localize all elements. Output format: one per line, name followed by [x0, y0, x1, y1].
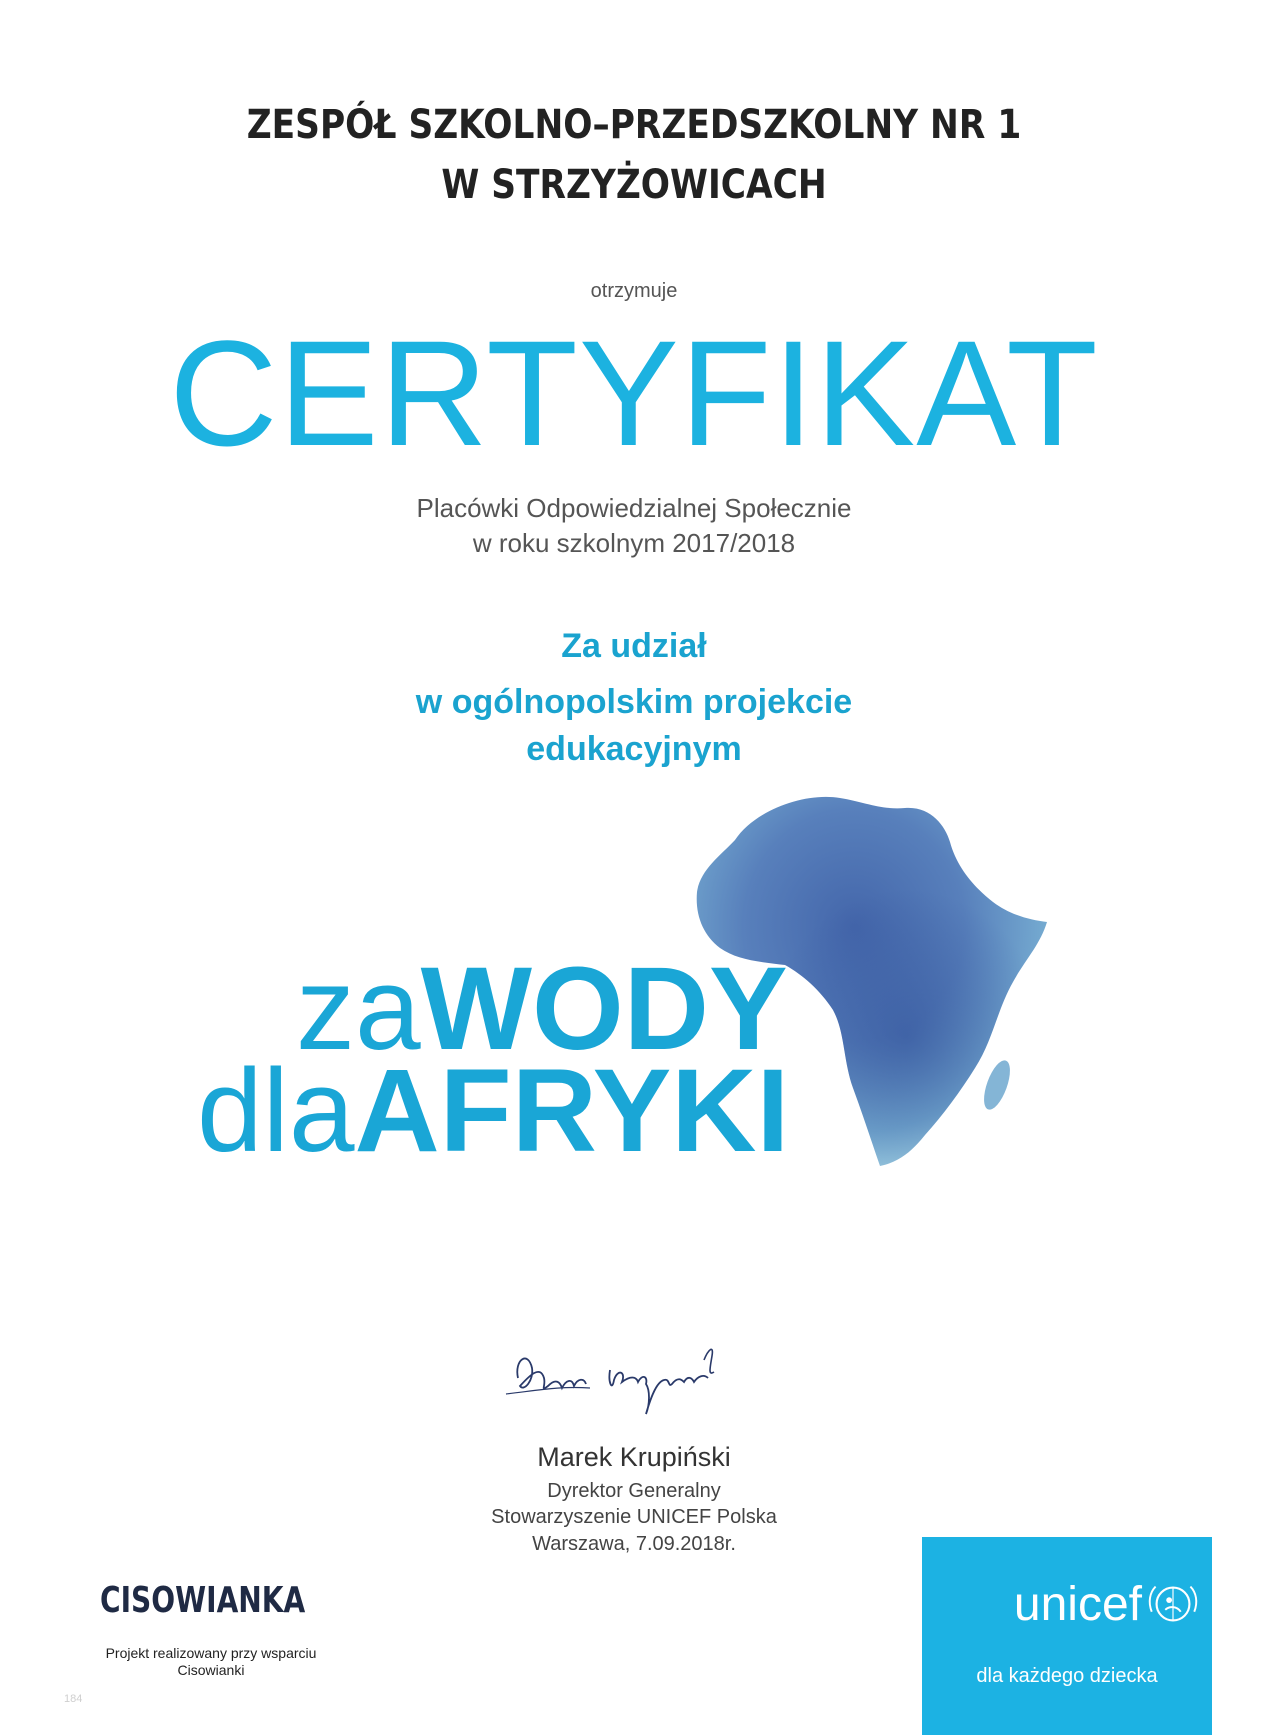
school-name-line2: W STRZYŻOWICACH: [441, 162, 827, 208]
place-and-date: Warszawa, 7.09.2018r.: [532, 1533, 736, 1555]
page-number: 184: [64, 1693, 83, 1705]
unicef-wordmark: unicef: [1013, 1578, 1142, 1631]
sponsor-note-line2: Cisowianki: [177, 1662, 245, 1678]
signatory-name: Marek Krupiński: [537, 1442, 731, 1472]
award-reason-line1: Za udział: [561, 627, 707, 665]
award-reason-line3: edukacyjnym: [526, 730, 742, 768]
signatory-organization: Stowarzyszenie UNICEF Polska: [491, 1506, 777, 1528]
subtitle-line2: w roku szkolnym 2017/2018: [472, 528, 796, 558]
project-logo-afryki: AFRYKI: [354, 1045, 790, 1177]
award-reason-line2: w ogólnopolskim projekcie: [415, 683, 853, 721]
signatory-role: Dyrektor Generalny: [547, 1480, 721, 1502]
signature-image: [500, 1320, 760, 1430]
cisowianka-logo: CISOWIANKA: [100, 1580, 306, 1621]
certificate-title: CERTYFIKAT: [169, 309, 1099, 477]
unicef-logo-box: [922, 1537, 1212, 1735]
receives-label: otrzymuje: [590, 280, 678, 302]
project-logo-dla: dla: [197, 1045, 355, 1177]
unicef-tagline: dla każdego dziecka: [976, 1665, 1158, 1687]
sponsor-note-line1: Projekt realizowany przy wsparciu: [105, 1645, 317, 1661]
project-logo-za: za: [296, 943, 421, 1075]
project-logo-line2: [197, 1045, 790, 1177]
school-name-line1: ZESPÓŁ SZKOLNO–PRZEDSZKOLNY NR 1: [246, 102, 1022, 148]
project-logo-wody: WODY: [420, 943, 788, 1075]
unicef-emblem-icon: [1144, 1575, 1202, 1633]
subtitle-line1: Placówki Odpowiedzialnej Społecznie: [416, 493, 852, 523]
